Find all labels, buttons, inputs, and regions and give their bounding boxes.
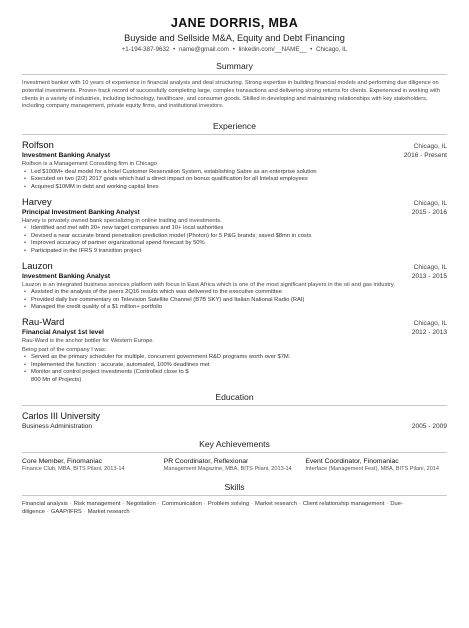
skill-item: Due-diligence bbox=[22, 500, 403, 515]
skill-separator: · bbox=[251, 500, 254, 507]
candidate-tagline: Buyside and Sellside M&A, Equity and Debt Financing bbox=[124, 33, 345, 43]
company-name: Rau-Ward bbox=[22, 315, 65, 327]
job-role: Financial Analyst 1st level bbox=[22, 328, 104, 336]
skill-item: Financial analysis bbox=[22, 500, 68, 507]
company-name: Harvey bbox=[22, 195, 52, 207]
contact-separator: • bbox=[173, 46, 176, 53]
job-bullet: • Served as the primary scheduler for multiple, concurrent government R&D programs worth over $7M. bbox=[22, 354, 447, 362]
summary-heading: Summary bbox=[216, 61, 253, 71]
achievement-item bbox=[305, 457, 447, 473]
achievement-item bbox=[22, 457, 164, 473]
section-divider bbox=[22, 134, 447, 135]
skill-item: Client relationship management bbox=[302, 500, 385, 507]
section-divider bbox=[22, 74, 447, 75]
achievement-subtitle: Interface (Management Fest), MBA, BITS Pilani, 2014 bbox=[305, 466, 440, 473]
skill-item: Risk management bbox=[73, 500, 121, 507]
company-description: Rau-Ward is the anchor bottler for Western Europe. bbox=[22, 337, 155, 344]
job-bullet: • Improved accuracy of partner organizational spend forecast by 50% bbox=[22, 240, 447, 248]
skill-separator: · bbox=[386, 500, 389, 507]
experience-heading: Experience bbox=[213, 121, 256, 132]
job-bullets bbox=[22, 289, 447, 312]
skill-item: Negotiation bbox=[126, 500, 156, 507]
job-bullet: • Participated in the IFRS 9 transition project bbox=[22, 248, 447, 256]
achievement-title: Event Coordinator, Finomaniac bbox=[305, 458, 399, 466]
job-dates: 2016 - Present bbox=[403, 152, 447, 160]
skill-separator: · bbox=[122, 500, 125, 507]
job-dates: 2013 - 2015 bbox=[411, 272, 447, 280]
skill-separator: · bbox=[46, 508, 49, 515]
job-bullet: • Identified and met with 20+ new target companies and 10+ local authorities bbox=[22, 225, 447, 233]
phone-number: +1-194-387-9632 bbox=[121, 46, 170, 53]
section-divider bbox=[22, 495, 447, 496]
contact-separator: • bbox=[232, 46, 235, 53]
job-bullets bbox=[22, 169, 447, 192]
section-divider bbox=[22, 405, 447, 406]
company-description: Lauzon is an integrated business services platform with focus in East Africa which is one of the most significant players in the oil and gas industry. bbox=[22, 281, 396, 288]
job-bullet-continuation: 800 Mn of Projects) bbox=[31, 376, 82, 383]
job-bullets bbox=[22, 225, 447, 255]
job-bullet: • Led $100M+ deal model for a hotel Customer Reservation System, establishing Sabre as an enterprise solution bbox=[22, 169, 447, 177]
job-bullet: • Assisted in the analysis of the peers 2Q16 results which was delivered to the executive committee bbox=[22, 289, 447, 297]
summary-text: Investment banker with 10 years of experience in financial analysis and deal structuring. Strong expertise in building financial models and performing due diligence on potential investments. Proven track record of successfully completing large, complex transactions and delivering strong returns for clients. Experienced in working with clients in a variety of industries, including technology, healthcare, and consumer goods. Skilled in developing and maintaining relationships with key stakeholders, including company management, private equity firms, and institutional investors. bbox=[22, 80, 440, 110]
job-bullet: • Devised a near accurate brand penetration prediction model (Photon) for 5 P&G brands; saved $8mn in costs bbox=[22, 233, 447, 241]
company-name: Rolfson bbox=[22, 139, 54, 151]
achievements-list bbox=[22, 457, 447, 473]
job-location: Chicago, IL bbox=[413, 263, 447, 271]
job-bullet: • Executed on two (2/2) 2017 goals which had a direct impact on bonus qualification for all Intelsat employees bbox=[22, 176, 447, 184]
resume-header bbox=[22, 16, 447, 54]
contact-line bbox=[22, 45, 447, 54]
skill-separator: · bbox=[157, 500, 160, 507]
company-name: Lauzon bbox=[22, 259, 53, 271]
job-role: Investment Banking Analyst bbox=[22, 272, 111, 280]
job-location: Chicago, IL bbox=[413, 319, 447, 327]
candidate-name: JANE DORRIS, MBA bbox=[170, 16, 299, 30]
achievement-subtitle: Management Magazine, MBA, BITS Pilani, 2013-14 bbox=[163, 466, 292, 473]
contact-separator: • bbox=[310, 46, 313, 53]
section-divider bbox=[22, 452, 447, 453]
skill-separator: · bbox=[298, 500, 301, 507]
education-heading: Education bbox=[215, 392, 254, 403]
job-bullet: • Provided daily live commentary on Television Satellite Channel (B7B SKY) and Italian National Radio (RAI) bbox=[22, 297, 447, 305]
job-bullet: • Acquired $10MM in debt and working capital lines bbox=[22, 184, 447, 192]
job-bullet: • Monitor and control project investments (Controlled close to $ bbox=[22, 369, 447, 377]
achievement-title: PR Coordinator, Reflexionar bbox=[163, 458, 249, 466]
skill-item: Communication bbox=[161, 500, 202, 507]
skill-separator: · bbox=[69, 500, 72, 507]
school-name: Carlos III University bbox=[22, 411, 101, 422]
skill-separator: · bbox=[203, 500, 206, 507]
degree-name: Business Administration bbox=[22, 423, 93, 431]
job-bullet: • Managed the credit quality of a $1 million+ portfolio bbox=[22, 304, 447, 312]
job-entry bbox=[22, 139, 447, 191]
job-bullet: • Implemented the function : accurate, automated, 100% deadlines met bbox=[22, 362, 447, 370]
company-description: Rolfson is a Management Consulting firm in Chicago bbox=[22, 161, 158, 168]
skill-item: Problem solving bbox=[207, 500, 250, 507]
education-entry bbox=[22, 410, 447, 431]
job-entry bbox=[22, 260, 447, 312]
job-role: Investment Banking Analyst bbox=[22, 152, 111, 160]
job-location: Chicago, IL bbox=[413, 199, 447, 207]
job-role: Principal Investment Banking Analyst bbox=[22, 208, 140, 216]
achievement-title: Core Member, Finomaniac bbox=[22, 458, 103, 466]
achievements-heading: Key Achievements bbox=[199, 439, 270, 450]
skill-item: Market research bbox=[87, 508, 130, 515]
job-location: Chicago, IL bbox=[413, 143, 447, 151]
linkedin-url: linkedin.com/__NAME__ bbox=[238, 46, 307, 53]
job-entry bbox=[22, 196, 447, 256]
job-entry bbox=[22, 316, 447, 385]
achievement-subtitle: Finance Club, MBA, BITS Pilani, 2013-14 bbox=[22, 466, 125, 473]
company-description-extra: Being part of the company I was: bbox=[22, 346, 107, 353]
skills-heading: Skills bbox=[224, 481, 245, 492]
education-dates: 2005 - 2009 bbox=[411, 423, 447, 431]
achievement-item bbox=[164, 457, 306, 473]
skill-item: Market research bbox=[255, 500, 297, 507]
skill-separator: · bbox=[83, 508, 86, 515]
job-bullets bbox=[22, 354, 447, 377]
skills-list bbox=[22, 500, 447, 516]
job-dates: 2012 - 2013 bbox=[411, 328, 447, 336]
location-text: Chicago, IL bbox=[316, 46, 348, 53]
company-description: Harvey is privately owned bank specializing in online trading and investments. bbox=[22, 217, 222, 224]
email-address: name@gmail.com bbox=[178, 46, 229, 53]
job-dates: 2015 - 2016 bbox=[411, 208, 447, 216]
skill-item: GAAP/IFRS bbox=[50, 508, 82, 515]
